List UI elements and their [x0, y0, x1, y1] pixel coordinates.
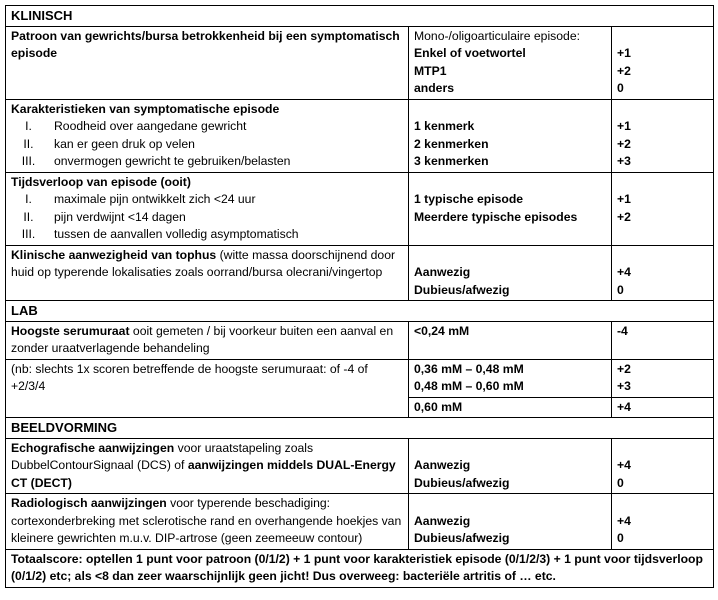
patroon-label: Patroon van gewrichts/bursa betrokkenheid bij een symptomatisch episode	[6, 26, 409, 99]
score-value: +2	[617, 63, 631, 78]
roman-numeral: III.	[21, 227, 36, 241]
kenmerken-cell	[6, 99, 409, 172]
tijd-option: Meerdere typische episodes	[414, 209, 578, 224]
section-row-klinisch	[6, 6, 714, 27]
criterion-row-patroon	[6, 26, 714, 99]
score-value: +2	[617, 136, 631, 151]
tophus-scores	[612, 245, 714, 301]
echo-cell	[6, 438, 409, 494]
section-title-beeldvorming: BEELDVORMING	[6, 418, 714, 439]
score-value: 0	[617, 475, 624, 490]
criterion-row-echo	[6, 438, 714, 494]
patroon-option: anders	[414, 81, 454, 95]
tijd-options	[409, 172, 612, 245]
section-row-lab	[6, 301, 714, 322]
radio-label: Radiologisch aanwijzingen	[11, 496, 167, 510]
patroon-options	[409, 26, 612, 99]
patroon-scores	[612, 26, 714, 99]
list-item	[11, 153, 403, 171]
echo-dect-label: aanwijzingen middels DUAL-Energy CT (DECT)	[11, 458, 396, 490]
tophus-options	[409, 245, 612, 301]
echo-description: voor uraatstapeling zoals DubbelContourSignaal (DCS) of	[11, 440, 314, 472]
tophus-option: Dubieus/afwezig	[414, 282, 510, 297]
score-value: +3	[617, 154, 631, 168]
total-row	[6, 549, 714, 587]
echo-option: Aanwezig	[414, 458, 471, 472]
classification-table	[5, 5, 714, 588]
roman-numeral: I.	[25, 192, 32, 206]
score-value: 0	[617, 282, 624, 297]
urate-note: (nb: slechts 1x scoren betreffende de hoogste serumuraat: of -4 of +2/3/4	[6, 359, 409, 418]
section-row-beeldvorming	[6, 418, 714, 439]
criterion-row-serumuraat	[6, 321, 714, 359]
echo-label: Echografische aanwijzingen	[11, 440, 175, 455]
tophus-label: Klinische aanwezigheid van tophus	[11, 247, 217, 262]
score-value: +4	[617, 265, 631, 279]
urate-option: <0,24 mM	[414, 323, 470, 338]
kenmerken-option: 2 kenmerken	[414, 136, 489, 151]
section-title-lab: LAB	[6, 301, 714, 322]
item-text: Roodheid over aangedane gewricht	[54, 119, 247, 133]
section-title-klinisch: KLINISCH	[6, 6, 714, 27]
roman-numeral: III.	[21, 154, 36, 168]
radio-option: Aanwezig	[414, 513, 471, 528]
score-value: +1	[617, 192, 631, 206]
list-item	[11, 118, 403, 136]
urate-option: 0,60 mM	[414, 399, 463, 414]
score-value: +4	[617, 513, 631, 528]
score-value: +2	[617, 361, 631, 376]
echo-option: Dubieus/afwezig	[414, 475, 510, 490]
patroon-header: Mono-/oligoarticulaire episode:	[414, 28, 580, 43]
item-text: tussen de aanvallen volledig asymptomatisch	[54, 227, 299, 241]
tijd-option: 1 typische episode	[414, 192, 524, 206]
urate-option: 0,36 mM – 0,48 mM	[414, 361, 524, 376]
kenmerken-label: Karakteristieken van symptomatische episode	[11, 101, 280, 116]
urate-option-low-cell	[409, 321, 612, 359]
radio-option: Dubieus/afwezig	[414, 531, 510, 545]
urate-options	[409, 359, 612, 397]
item-text: maximale pijn ontwikkelt zich <24 uur	[54, 192, 256, 206]
item-text: onvermogen gewricht te gebruiken/belasten	[54, 154, 291, 168]
urate-score-low-cell	[612, 321, 714, 359]
total-score-text: Totaalscore: optellen 1 punt voor patroon (0/1/2) + 1 punt voor karakteristiek episode (0/1/2/3) + 1 punt voor tijdsverloop (0/1/2) etc; als <8 dan zeer waarschijnlijk geen jicht! Dus overweeg: bacteriële artritis of … etc.	[6, 549, 714, 587]
score-value: +4	[617, 458, 631, 472]
roman-numeral: II.	[23, 209, 34, 224]
list-item	[11, 191, 403, 209]
criterion-row-kenmerken	[6, 99, 714, 172]
urate-option-high-cell	[409, 397, 612, 418]
score-value: +3	[617, 379, 631, 393]
urate-label: Hoogste serumuraat	[11, 323, 130, 338]
score-value: -4	[617, 323, 628, 338]
tijd-scores	[612, 172, 714, 245]
list-item	[11, 226, 403, 244]
urate-score-high-cell	[612, 397, 714, 418]
tophus-description: (witte massa doorschijnend door huid op typerende lokalisaties zoals oorrand/bursa olecrani/vingertop	[11, 247, 396, 279]
roman-numeral: I.	[25, 119, 32, 133]
score-value: +2	[617, 209, 631, 224]
item-text: kan er geen druk op velen	[54, 136, 195, 151]
tophus-cell	[6, 245, 409, 301]
criterion-row-tijd	[6, 172, 714, 245]
list-item	[11, 136, 403, 154]
patroon-option: MTP1	[414, 63, 447, 78]
item-text: pijn verdwijnt <14 dagen	[54, 209, 186, 224]
patroon-option: Enkel of voetwortel	[414, 46, 526, 60]
radio-cell	[6, 494, 409, 550]
score-value: 0	[617, 81, 624, 95]
radio-options	[409, 494, 612, 550]
kenmerken-option: 1 kenmerk	[414, 119, 475, 133]
tijd-label: Tijdsverloop van episode (ooit)	[11, 174, 191, 189]
score-value: +1	[617, 46, 631, 60]
urate-option: 0,48 mM – 0,60 mM	[414, 379, 524, 393]
tijd-cell	[6, 172, 409, 245]
radio-description: voor typerende beschadiging: cortexonderbreking met sclerotische rand en overhangende hoekjes van kleinere gewrichten m.u.v. DIP-artrose (geen zeemeeuw contour)	[11, 496, 402, 545]
criterion-row-serumuraat-ranges	[6, 359, 714, 397]
kenmerken-scores	[612, 99, 714, 172]
echo-options	[409, 438, 612, 494]
kenmerken-options	[409, 99, 612, 172]
criterion-row-radiologisch	[6, 494, 714, 550]
urate-description: ooit gemeten / bij voorkeur buiten een aanval en zonder uraatverlagende behandeling	[11, 323, 394, 355]
roman-numeral: II.	[23, 136, 34, 151]
kenmerken-option: 3 kenmerken	[414, 154, 489, 168]
score-value: 0	[617, 531, 624, 545]
criterion-row-tophus	[6, 245, 714, 301]
score-value: +1	[617, 119, 631, 133]
score-value: +4	[617, 399, 631, 414]
radio-scores	[612, 494, 714, 550]
tophus-option: Aanwezig	[414, 265, 471, 279]
urate-scores	[612, 359, 714, 397]
list-item	[11, 209, 403, 227]
urate-cell	[6, 321, 409, 359]
echo-scores	[612, 438, 714, 494]
